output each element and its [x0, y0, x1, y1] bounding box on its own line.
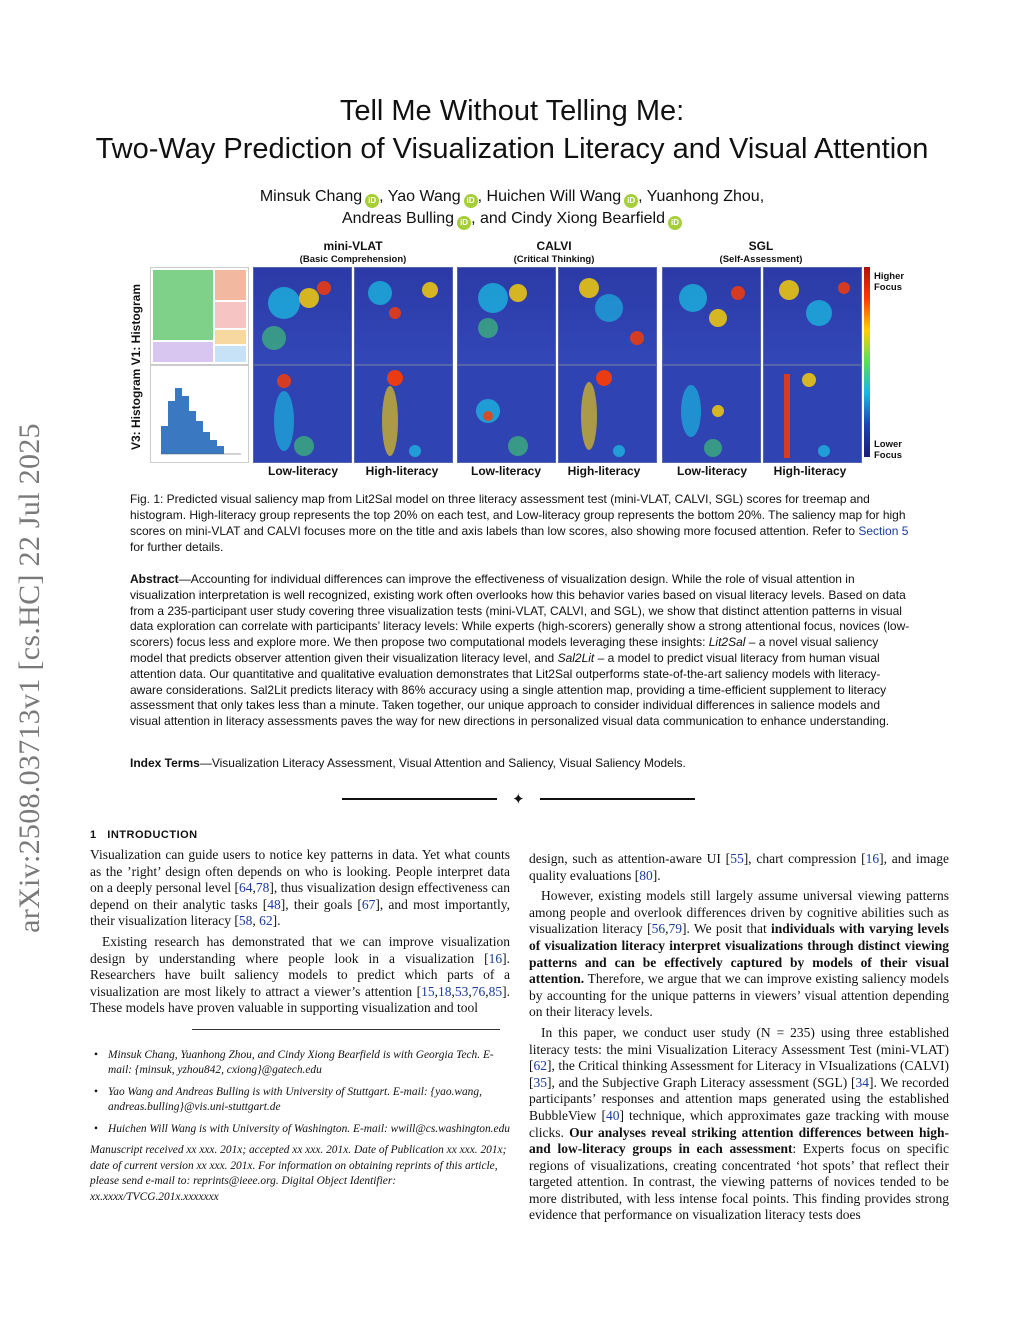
affiliation-footnote: • Minsuk Chang, Yuanhong Zhou, and Cindy Xiong Bearfield is with Georgia Tech. E-mail: {minsuk, yzhou842, cxiong}@gatech.edu [108, 1048, 510, 1079]
body-text: : Experts focus on specific regions of visualizations, creating concentrated ‘hot spots’ that reflect their targeted attention. In contrast, the viewing patterns of novices tended to be more distributed, with less intense focal points. This finding provides strong evidence that performance on visualization literacy tests does [529, 1141, 949, 1223]
body-text: However, existing models still largely assume universal viewing patterns among people and overlook differences driven by cognitive abilities such as visualization literacy [ [529, 888, 949, 937]
citation-link[interactable]: 53 [454, 983, 469, 999]
group-subtitle: (Basic Comprehension) [299, 254, 407, 265]
citation-link[interactable]: 35 [533, 1074, 547, 1090]
divider-diamond-icon: ✦ [512, 792, 525, 808]
body-text: , [451, 983, 455, 999]
author-name: , Huichen Will Wang [477, 188, 622, 205]
citation-link[interactable]: 55 [730, 851, 744, 866]
citation-link[interactable]: 79 [668, 921, 682, 937]
body-text: ], thus visualization design effectiveness can depend on their analytic tasks [ [90, 880, 510, 912]
saliency-map-histogram-low [662, 365, 761, 463]
saliency-map-treemap-low [253, 267, 352, 365]
orcid-icon[interactable]: iD [624, 194, 638, 208]
title-line-1: Tell Me Without Telling Me: [339, 95, 685, 127]
group-title: CALVI [536, 239, 572, 253]
body-text: , [665, 921, 669, 937]
body-text: design, such as attention-aware UI [ [529, 851, 731, 866]
intro-paragraph-1 [90, 847, 510, 930]
body-text: ]. We recorded participants’ responses and attention maps generated using the established BubbleView [ [529, 1074, 950, 1123]
author-name: , Yao Wang [379, 188, 461, 205]
left-column [90, 829, 510, 1217]
author-name: Minsuk Chang [259, 188, 363, 205]
column-label: Low-literacy [470, 464, 542, 478]
citation-link[interactable]: 62 [259, 913, 273, 929]
body-text: ]. [272, 913, 281, 929]
author-name: , and Cindy Xiong Bearfield [471, 210, 665, 227]
affiliation-footnote: • Yao Wang and Andreas Bulling is with University of Stuttgart. E-mail: {yao.wang, andreas.bulling}@vis.uni-stuttgart.de [108, 1085, 510, 1116]
right-column [529, 851, 949, 1228]
column-label: High-literacy [567, 464, 641, 478]
legend-higher-focus: Higher Focus [874, 271, 905, 293]
source-treemap-thumbnail [150, 267, 249, 365]
citation-link[interactable]: 15 [421, 983, 435, 999]
body-text: ]. Researchers have built saliency models to predict which parts of a visualization are most likely to attract a viewer’s attention [ [90, 950, 510, 999]
affiliation-footnote: • Huichen Will Wang is with University of Washington. E-mail: wwill@cs.washington.edu [108, 1122, 510, 1138]
row-axis-label: V3: Histogram V1: Histogram [129, 283, 143, 451]
citation-link[interactable]: 80 [639, 867, 653, 883]
body-text: , [434, 983, 438, 999]
figure-1 [130, 237, 910, 482]
body-text: Existing research has demonstrated that we can improve visualization design by understanding where people look in a visualization [ [90, 933, 510, 966]
column-label: High-literacy [773, 464, 847, 478]
abstract-label: Abstract [130, 572, 179, 586]
citation-link[interactable]: 85 [488, 983, 503, 999]
body-text: Therefore, we argue that we can improve existing saliency models by accounting for the unique patterns in viewers’ visual attention depending on their literacy levels. [529, 971, 949, 1020]
saliency-colorbar [864, 267, 870, 457]
index-terms-label: Index Terms [130, 756, 200, 770]
body-text: , [468, 983, 472, 999]
body-text: ] technique, which approximates gaze tracking with mouse clicks. [529, 1107, 949, 1140]
body-text: , [252, 880, 256, 896]
body-text: Visualization can guide users to notice key patterns in data. Yet what counts as the ’right’ design often depends on who is looking. People interpret data on a deeply personal level [ [90, 847, 510, 896]
saliency-map-histogram-low [457, 365, 556, 463]
paper-title [0, 92, 1024, 168]
citation-link[interactable]: 16 [488, 950, 503, 966]
orcid-icon[interactable]: iD [365, 194, 379, 208]
saliency-map-treemap-low [662, 267, 761, 365]
group-subtitle: (Self-Assessment) [719, 254, 803, 265]
body-text: ], chart compression [ [743, 851, 866, 866]
citation-link[interactable]: 64 [239, 880, 253, 896]
citation-link[interactable]: 48 [267, 896, 281, 912]
citation-link[interactable]: 16 [865, 851, 880, 866]
saliency-map-histogram-high [763, 365, 862, 463]
citation-link[interactable]: 56 [651, 921, 666, 937]
saliency-map-treemap-low [457, 267, 556, 365]
body-text: ], their goals [ [280, 896, 362, 912]
intro-paragraph-5 [529, 1025, 949, 1224]
citation-link[interactable]: 67 [361, 896, 376, 912]
abstract: Abstract—Accounting for individual differences can improve the effectiveness of visualization design. While the role of visual attention in visualization interpretation is well recognized, existing work often overlooks how this behavior varies based on visual literacy levels. Based on data from a 235-participant user study covering three visualization tests (mini-VLAT, CALVI, and SGL), we show that distinct attention patterns in visual data exploration can correlate with participants’ literacy levels: While experts (high-scorers) generally show a strong attentional focus, novices (low-scorers) focus less and explore more. We then propose two computational models leveraging these insights: Lit2Sal – a novel visual saliency model that predicts observer attention given their visualization literacy level, and Sal2Lit – a model to predict visual literacy from human visual attention data. Our quantitative and qualitative evaluation demonstrates that Lit2Sal outperforms state-of-the-art saliency models with literacy-aware considerations. Sal2Lit predicts literacy with 86% accuracy using a single attention map, providing a time-efficient supplement to literacy assessment that only takes less than a minute. Taken together, our unique approach to consider individual differences in salience models and visual attention in literacy assessments paves the way for new directions in personalized visual data communication to enhance understanding. [130, 572, 910, 729]
section-heading: 1 INTRODUCTION [90, 829, 198, 841]
citation-link[interactable]: 62 [533, 1058, 547, 1074]
citation-link[interactable]: 40 [605, 1107, 620, 1123]
column-label: Low-literacy [676, 464, 748, 478]
saliency-map-treemap-high [763, 267, 862, 365]
intro-paragraph-3 [529, 851, 949, 884]
group-title: SGL [748, 239, 774, 253]
citation-link[interactable]: 18 [438, 983, 452, 999]
orcid-icon[interactable]: iD [464, 194, 478, 208]
saliency-map-histogram-high [354, 365, 453, 463]
footnote-rule [192, 1029, 500, 1030]
column-label: Low-literacy [267, 464, 339, 478]
group-subtitle: (Critical Thinking) [513, 254, 595, 265]
body-text: ], the Critical thinking Assessment for Literacy in VIsualizations (CALVI) [ [529, 1058, 949, 1090]
body-text: ], and the Subjective Graph Literacy assessment (SGL) [ [547, 1074, 856, 1090]
body-text: ]. These models have proven valuable in supporting visualization and tool [90, 983, 510, 1016]
group-title: mini-VLAT [323, 239, 383, 253]
section-link[interactable]: Section 5 [858, 524, 909, 538]
bold-text: individuals with varying levels of visualization literacy interpret visualizations through distinct viewing patterns and can be effectively captured by models of their visual attention. [529, 921, 949, 987]
citation-link[interactable]: 76 [471, 983, 486, 999]
bold-text: Our analyses reveal striking attention differences between high- and low-literacy groups in each assessment [529, 1124, 949, 1157]
figure-caption: Fig. 1: Predicted visual saliency map from Lit2Sal model on three literacy assessment test (mini-VLAT, CALVI, SGL) scores for treemap and histogram. High-literacy group represents the top 20% on each test, and Low-literacy group represents the bottom 20%. The saliency map for high scores on mini-VLAT and CALVI focuses more on the title and axis labels than low scores, also showing more focused attention. Refer to Section 5 for further details. [130, 492, 909, 554]
saliency-map-histogram-low [253, 365, 352, 463]
title-line-2: Two-Way Prediction of Visualization Literacy and Visual Attention [95, 133, 929, 165]
citation-link[interactable]: 78 [255, 880, 270, 896]
legend-lower-focus: Lower Focus [874, 439, 902, 461]
author-list [0, 186, 1024, 230]
citation-link[interactable]: 34 [855, 1074, 870, 1090]
index-terms: Index Terms—Visualization Literacy Assessment, Visual Attention and Saliency, Visual Saliency Models. [130, 756, 686, 770]
body-text: , [252, 913, 260, 929]
body-text: ], and image quality evaluations [ [529, 851, 949, 883]
author-name: , Yuanhong Zhou, [638, 188, 765, 205]
arxiv-stamp: arXiv:2508.03713v1 [cs.HC] 22 Jul 2025 [13, 423, 46, 933]
intro-paragraph-2 [90, 934, 510, 1017]
saliency-map-treemap-high [354, 267, 453, 365]
saliency-map-histogram-high [558, 365, 657, 463]
body-text: , [485, 983, 489, 999]
body-text: ]. [652, 867, 661, 883]
body-text: ]. We posit that [681, 921, 772, 937]
manuscript-note: Manuscript received xx xxx. 201x; accepted xx xxx. 201x. Date of Publication xx xxx. 201x; date of current version xx xxx. 201x. For information on obtaining reprints of this article, please send e-mail to: reprints@ieee.org. Digital Object Identifier: xx.xxxx/TVCG.201x.xxxxxxx [90, 1144, 507, 1203]
body-text: In this paper, we conduct user study (N = 235) using three established literacy tests: the mini Visualization Literacy Assessment Test (mini-VLAT) [ [529, 1024, 949, 1074]
author-name: Andreas Bulling [342, 210, 455, 227]
intro-paragraph-4 [529, 888, 949, 1021]
orcid-icon[interactable]: iD [668, 216, 682, 230]
saliency-map-treemap-high [558, 267, 657, 365]
body-text: ], and most importantly, their visualization literacy [ [90, 896, 510, 929]
source-histogram-thumbnail [150, 365, 249, 463]
column-label: High-literacy [365, 464, 439, 478]
orcid-icon[interactable]: iD [457, 216, 471, 230]
citation-link[interactable]: 58 [238, 913, 253, 929]
section-divider [342, 790, 698, 808]
